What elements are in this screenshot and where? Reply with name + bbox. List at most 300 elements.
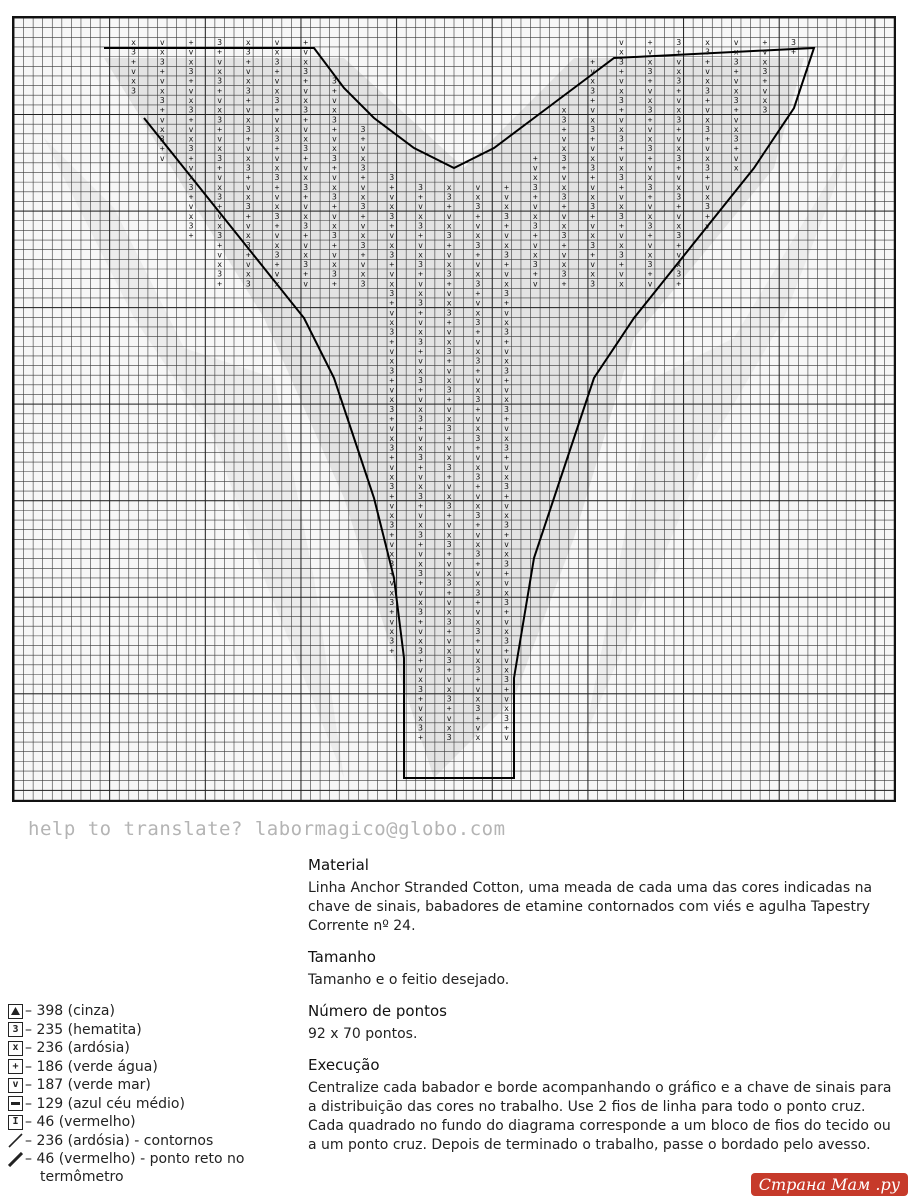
svg-text:+: + bbox=[561, 202, 567, 212]
svg-text:+: + bbox=[762, 38, 768, 47]
svg-text:x: x bbox=[618, 202, 624, 212]
svg-text:x: x bbox=[245, 76, 251, 86]
svg-text:3: 3 bbox=[590, 240, 596, 250]
svg-text:3: 3 bbox=[475, 318, 481, 327]
svg-text:+: + bbox=[274, 105, 280, 115]
svg-text:+: + bbox=[418, 192, 423, 202]
svg-text:3: 3 bbox=[590, 163, 596, 173]
svg-text:v: v bbox=[418, 240, 423, 250]
svg-text:+: + bbox=[676, 86, 682, 96]
svg-text:v: v bbox=[418, 279, 423, 289]
svg-text:+: + bbox=[676, 240, 682, 250]
svg-text:+: + bbox=[418, 462, 423, 472]
svg-text:x: x bbox=[676, 260, 682, 270]
svg-text:3: 3 bbox=[475, 279, 481, 289]
svg-text:x: x bbox=[475, 655, 481, 665]
svg-text:3: 3 bbox=[618, 250, 624, 260]
svg-text:3: 3 bbox=[331, 231, 337, 241]
svg-text:v: v bbox=[705, 144, 710, 154]
svg-text:+: + bbox=[446, 356, 452, 366]
svg-text:3: 3 bbox=[475, 472, 481, 482]
svg-text:v: v bbox=[475, 646, 481, 656]
svg-text:+: + bbox=[274, 144, 280, 154]
svg-text:x: x bbox=[446, 684, 452, 694]
svg-text:x: x bbox=[475, 694, 481, 704]
svg-text:+: + bbox=[475, 713, 481, 723]
svg-text:v: v bbox=[504, 694, 510, 704]
svg-text:+: + bbox=[676, 163, 682, 173]
svg-text:3: 3 bbox=[418, 298, 423, 308]
svg-text:x: x bbox=[475, 462, 481, 472]
svg-text:+: + bbox=[389, 569, 395, 578]
svg-text:3: 3 bbox=[647, 182, 653, 192]
svg-text:x: x bbox=[360, 269, 366, 279]
svg-text:3: 3 bbox=[676, 153, 682, 163]
svg-text:+: + bbox=[647, 269, 653, 279]
svg-text:+: + bbox=[389, 298, 395, 308]
svg-text:+: + bbox=[389, 646, 395, 656]
svg-text:+: + bbox=[618, 221, 624, 231]
svg-text:x: x bbox=[418, 520, 423, 530]
svg-text:3: 3 bbox=[418, 337, 423, 347]
svg-text:x: x bbox=[504, 279, 510, 289]
svg-text:v: v bbox=[446, 443, 452, 453]
i-symbol-icon: I bbox=[8, 1115, 23, 1130]
svg-text:x: x bbox=[618, 86, 624, 96]
svg-text:3: 3 bbox=[762, 67, 768, 76]
svg-text:3: 3 bbox=[303, 182, 309, 192]
svg-text:v: v bbox=[303, 202, 309, 212]
legend-continuation: termômetro bbox=[40, 1168, 124, 1185]
svg-text:x: x bbox=[733, 86, 739, 96]
svg-text:3: 3 bbox=[532, 182, 538, 192]
svg-text:v: v bbox=[159, 153, 165, 163]
svg-text:3: 3 bbox=[274, 250, 280, 260]
svg-text:3: 3 bbox=[504, 520, 510, 530]
instructions-column bbox=[308, 856, 896, 1167]
svg-text:v: v bbox=[475, 453, 481, 463]
svg-text:x: x bbox=[647, 96, 653, 105]
svg-text:x: x bbox=[504, 511, 510, 521]
svg-text:+: + bbox=[389, 260, 395, 270]
section-execucao bbox=[308, 1056, 896, 1155]
svg-text:3: 3 bbox=[504, 675, 510, 685]
svg-text:x: x bbox=[504, 588, 510, 598]
svg-text:+: + bbox=[618, 182, 624, 192]
svg-text:3: 3 bbox=[446, 308, 452, 318]
svg-text:v: v bbox=[217, 57, 223, 67]
svg-text:v: v bbox=[274, 192, 280, 202]
svg-text:3: 3 bbox=[504, 636, 510, 646]
legend-item bbox=[8, 1132, 298, 1151]
svg-text:x: x bbox=[188, 134, 194, 144]
section-tamanho bbox=[308, 948, 896, 990]
svg-text:3: 3 bbox=[217, 269, 223, 279]
svg-text:v: v bbox=[590, 182, 596, 192]
svg-text:3: 3 bbox=[389, 598, 395, 607]
svg-text:3: 3 bbox=[418, 646, 423, 656]
svg-text:3: 3 bbox=[303, 144, 309, 154]
svg-text:v: v bbox=[389, 578, 395, 588]
svg-text:3: 3 bbox=[331, 192, 337, 202]
svg-text:3: 3 bbox=[561, 231, 567, 241]
svg-text:v: v bbox=[446, 289, 452, 298]
svg-text:v: v bbox=[389, 501, 395, 511]
svg-text:3: 3 bbox=[676, 269, 682, 279]
svg-text:3: 3 bbox=[475, 704, 481, 714]
svg-text:3: 3 bbox=[475, 626, 481, 636]
section-numero-de-pontos bbox=[308, 1002, 896, 1044]
svg-text:x: x bbox=[504, 395, 510, 405]
svg-text:3: 3 bbox=[475, 511, 481, 521]
svg-text:x: x bbox=[217, 144, 223, 154]
svg-text:v: v bbox=[389, 424, 395, 434]
svg-text:+: + bbox=[188, 38, 194, 47]
svg-text:v: v bbox=[217, 250, 223, 260]
svg-text:+: + bbox=[475, 404, 481, 414]
svg-text:+: + bbox=[504, 684, 510, 694]
svg-text:+: + bbox=[418, 694, 423, 704]
svg-text:x: x bbox=[647, 250, 653, 260]
svg-text:x: x bbox=[446, 414, 452, 424]
svg-text:v: v bbox=[446, 598, 452, 607]
svg-text:+: + bbox=[389, 221, 395, 231]
svg-text:3: 3 bbox=[418, 569, 423, 578]
svg-text:v: v bbox=[274, 76, 280, 86]
svg-text:+: + bbox=[647, 115, 653, 125]
svg-text:+: + bbox=[217, 86, 223, 96]
svg-text:+: + bbox=[504, 723, 510, 733]
svg-text:x: x bbox=[303, 96, 309, 105]
svg-text:x: x bbox=[274, 124, 280, 134]
svg-text:x: x bbox=[561, 221, 567, 231]
legend-item bbox=[8, 1002, 298, 1021]
svg-text:v: v bbox=[733, 153, 739, 163]
triangle-symbol-icon bbox=[8, 1004, 23, 1019]
svg-text:+: + bbox=[303, 115, 309, 125]
svg-text:x: x bbox=[131, 38, 137, 47]
svg-text:+: + bbox=[561, 240, 567, 250]
svg-text:v: v bbox=[504, 231, 510, 241]
svg-text:+: + bbox=[618, 105, 624, 115]
svg-text:v: v bbox=[676, 173, 682, 183]
svg-text:x: x bbox=[274, 47, 280, 57]
svg-text:v: v bbox=[504, 308, 510, 318]
svg-text:3: 3 bbox=[245, 163, 251, 173]
svg-text:+: + bbox=[618, 67, 624, 76]
svg-text:+: + bbox=[475, 482, 481, 492]
section-body: Tamanho e o feitio desejado. bbox=[308, 972, 510, 988]
svg-text:+: + bbox=[331, 86, 337, 96]
svg-text:3: 3 bbox=[418, 607, 423, 617]
svg-text:v: v bbox=[504, 578, 510, 588]
svg-text:+: + bbox=[303, 76, 309, 86]
svg-text:3: 3 bbox=[188, 221, 194, 231]
svg-text:3: 3 bbox=[705, 163, 710, 173]
svg-text:+: + bbox=[245, 134, 251, 144]
bar-symbol-icon bbox=[8, 1096, 23, 1111]
svg-text:x: x bbox=[475, 385, 481, 395]
svg-text:3: 3 bbox=[188, 67, 194, 76]
svg-text:x: x bbox=[446, 607, 452, 617]
svg-text:x: x bbox=[446, 569, 452, 578]
svg-text:3: 3 bbox=[331, 76, 337, 86]
svg-text:v: v bbox=[418, 549, 423, 559]
svg-text:v: v bbox=[590, 221, 596, 231]
svg-text:x: x bbox=[188, 96, 194, 105]
svg-text:+: + bbox=[446, 626, 452, 636]
svg-text:v: v bbox=[561, 134, 567, 144]
section-heading: Tamanho bbox=[308, 948, 376, 966]
svg-text:x: x bbox=[590, 269, 596, 279]
svg-text:3: 3 bbox=[504, 404, 510, 414]
svg-text:v: v bbox=[532, 163, 538, 173]
legend-label: – 46 (vermelho) - ponto reto no bbox=[25, 1151, 245, 1168]
svg-text:+: + bbox=[504, 530, 510, 540]
svg-text:+: + bbox=[504, 607, 510, 617]
svg-text:x: x bbox=[561, 182, 567, 192]
svg-text:v: v bbox=[590, 260, 596, 270]
svg-text:3: 3 bbox=[389, 289, 395, 298]
svg-text:x: x bbox=[647, 57, 653, 67]
svg-text:3: 3 bbox=[245, 202, 251, 212]
v-symbol-icon: v bbox=[8, 1078, 23, 1093]
svg-text:v: v bbox=[446, 713, 452, 723]
svg-text:3: 3 bbox=[618, 96, 624, 105]
svg-text:v: v bbox=[733, 76, 739, 86]
svg-text:v: v bbox=[676, 250, 682, 260]
svg-text:+: + bbox=[590, 173, 596, 183]
section-heading: Número de pontos bbox=[308, 1002, 447, 1020]
svg-text:+: + bbox=[504, 221, 510, 231]
bold-slash-symbol-icon bbox=[8, 1152, 23, 1167]
svg-text:v: v bbox=[217, 173, 223, 183]
svg-text:v: v bbox=[418, 511, 423, 521]
svg-text:x: x bbox=[676, 182, 682, 192]
svg-text:v: v bbox=[647, 47, 653, 57]
svg-text:3: 3 bbox=[217, 115, 223, 125]
section-heading: Material bbox=[308, 856, 369, 874]
svg-text:+: + bbox=[705, 96, 710, 105]
svg-text:3: 3 bbox=[590, 279, 596, 289]
svg-text:v: v bbox=[733, 115, 739, 125]
svg-text:3: 3 bbox=[504, 289, 510, 298]
svg-text:v: v bbox=[647, 279, 653, 289]
svg-text:v: v bbox=[475, 337, 481, 347]
section-body: 92 x 70 pontos. bbox=[308, 1026, 418, 1042]
svg-text:3: 3 bbox=[446, 617, 452, 627]
svg-text:x: x bbox=[590, 231, 596, 241]
svg-text:3: 3 bbox=[504, 713, 510, 723]
svg-text:v: v bbox=[705, 182, 710, 192]
svg-text:+: + bbox=[159, 67, 165, 76]
svg-text:3: 3 bbox=[705, 47, 710, 57]
svg-text:+: + bbox=[561, 279, 567, 289]
svg-text:+: + bbox=[532, 269, 538, 279]
svg-text:3: 3 bbox=[303, 260, 309, 270]
svg-text:+: + bbox=[705, 173, 710, 183]
svg-text:x: x bbox=[676, 221, 682, 231]
svg-text:v: v bbox=[475, 375, 481, 385]
svg-text:v: v bbox=[188, 124, 194, 134]
svg-text:+: + bbox=[733, 67, 739, 76]
svg-text:3: 3 bbox=[475, 240, 481, 250]
svg-text:x: x bbox=[245, 153, 251, 163]
svg-text:x: x bbox=[762, 96, 768, 105]
svg-text:3: 3 bbox=[274, 173, 280, 183]
svg-text:+: + bbox=[188, 231, 194, 241]
legend-item bbox=[8, 1058, 298, 1077]
svg-text:v: v bbox=[446, 327, 452, 337]
svg-text:3: 3 bbox=[389, 250, 395, 260]
svg-text:+: + bbox=[647, 76, 653, 86]
svg-text:x: x bbox=[303, 250, 309, 260]
svg-text:x: x bbox=[331, 260, 337, 270]
slash-symbol-icon bbox=[8, 1133, 23, 1148]
svg-text:v: v bbox=[647, 124, 653, 134]
svg-text:x: x bbox=[389, 279, 395, 289]
handwritten-note: help to translate? labormagico@globo.com bbox=[28, 818, 506, 840]
svg-text:v: v bbox=[762, 47, 768, 57]
svg-text:3: 3 bbox=[217, 153, 223, 163]
svg-text:v: v bbox=[245, 144, 251, 154]
svg-text:x: x bbox=[188, 57, 194, 67]
svg-text:x: x bbox=[389, 472, 395, 482]
svg-text:3: 3 bbox=[245, 47, 251, 57]
svg-text:x: x bbox=[590, 192, 596, 202]
svg-text:x: x bbox=[676, 105, 682, 115]
svg-text:x: x bbox=[446, 182, 452, 192]
svg-text:3: 3 bbox=[360, 202, 366, 212]
legend-label: – 235 (hematita) bbox=[25, 1021, 142, 1038]
svg-text:x: x bbox=[705, 192, 710, 202]
svg-text:v: v bbox=[217, 96, 223, 105]
svg-text:3: 3 bbox=[418, 182, 423, 192]
svg-text:x: x bbox=[389, 433, 395, 443]
svg-text:v: v bbox=[331, 211, 337, 221]
svg-text:+: + bbox=[331, 279, 337, 289]
svg-text:+: + bbox=[389, 453, 395, 463]
svg-text:v: v bbox=[303, 124, 309, 134]
svg-text:+: + bbox=[504, 453, 510, 463]
svg-text:x: x bbox=[360, 231, 366, 241]
svg-text:+: + bbox=[504, 337, 510, 347]
svg-text:x: x bbox=[418, 211, 423, 221]
legend-label: – 186 (verde água) bbox=[25, 1058, 158, 1075]
svg-text:v: v bbox=[618, 192, 624, 202]
svg-text:+: + bbox=[733, 144, 739, 154]
svg-text:+: + bbox=[389, 182, 395, 192]
svg-text:v: v bbox=[676, 211, 682, 221]
svg-text:v: v bbox=[475, 298, 481, 308]
svg-text:v: v bbox=[274, 231, 280, 241]
svg-text:3: 3 bbox=[676, 38, 682, 47]
svg-text:3: 3 bbox=[418, 491, 423, 501]
svg-text:v: v bbox=[418, 395, 423, 405]
svg-text:x: x bbox=[389, 511, 395, 521]
svg-text:+: + bbox=[245, 211, 251, 221]
svg-text:3: 3 bbox=[188, 144, 194, 154]
svg-text:3: 3 bbox=[303, 221, 309, 231]
svg-text:v: v bbox=[331, 173, 337, 183]
svg-text:v: v bbox=[245, 221, 251, 231]
svg-text:3: 3 bbox=[618, 211, 624, 221]
svg-text:v: v bbox=[159, 76, 165, 86]
svg-text:3: 3 bbox=[159, 57, 165, 67]
legend-label: – 236 (ardósia) - contornos bbox=[25, 1132, 214, 1149]
svg-text:+: + bbox=[446, 588, 452, 598]
svg-text:x: x bbox=[504, 549, 510, 559]
svg-text:x: x bbox=[389, 588, 395, 598]
svg-text:x: x bbox=[245, 115, 251, 125]
svg-text:+: + bbox=[475, 636, 481, 646]
svg-text:3: 3 bbox=[532, 260, 538, 270]
svg-text:+: + bbox=[303, 269, 309, 279]
svg-text:+: + bbox=[618, 260, 624, 270]
svg-text:v: v bbox=[475, 414, 481, 424]
svg-text:x: x bbox=[418, 713, 423, 723]
svg-text:v: v bbox=[504, 617, 510, 627]
svg-text:+: + bbox=[590, 96, 596, 105]
svg-text:x: x bbox=[647, 134, 653, 144]
svg-text:v: v bbox=[274, 38, 280, 47]
svg-text:+: + bbox=[274, 67, 280, 76]
svg-text:v: v bbox=[475, 607, 481, 617]
svg-text:v: v bbox=[504, 192, 510, 202]
svg-text:x: x bbox=[676, 67, 682, 76]
svg-text:+: + bbox=[418, 231, 423, 241]
svg-text:+: + bbox=[188, 192, 194, 202]
svg-text:3: 3 bbox=[705, 124, 710, 134]
svg-text:v: v bbox=[389, 347, 395, 356]
svg-text:x: x bbox=[446, 723, 452, 733]
legend-label: – 236 (ardósia) bbox=[25, 1040, 130, 1057]
svg-text:3: 3 bbox=[389, 482, 395, 492]
svg-text:v: v bbox=[647, 202, 653, 212]
svg-text:3: 3 bbox=[561, 153, 567, 163]
legend-item bbox=[8, 1150, 298, 1169]
svg-text:3: 3 bbox=[245, 86, 251, 96]
svg-text:3: 3 bbox=[647, 260, 653, 270]
svg-text:3: 3 bbox=[504, 482, 510, 492]
svg-text:+: + bbox=[532, 192, 538, 202]
svg-text:v: v bbox=[331, 250, 337, 260]
svg-text:v: v bbox=[360, 144, 366, 154]
svg-text:v: v bbox=[446, 404, 452, 414]
svg-text:v: v bbox=[418, 472, 423, 482]
svg-text:+: + bbox=[446, 665, 452, 675]
svg-text:v: v bbox=[418, 318, 423, 327]
svg-text:v: v bbox=[647, 240, 653, 250]
svg-text:x: x bbox=[590, 153, 596, 163]
svg-text:x: x bbox=[705, 115, 710, 125]
svg-text:3: 3 bbox=[274, 96, 280, 105]
svg-text:x: x bbox=[331, 105, 337, 115]
svg-text:3: 3 bbox=[446, 269, 452, 279]
svg-text:x: x bbox=[389, 549, 395, 559]
svg-text:x: x bbox=[389, 318, 395, 327]
svg-text:v: v bbox=[418, 433, 423, 443]
svg-text:v: v bbox=[418, 356, 423, 366]
svg-text:v: v bbox=[446, 482, 452, 492]
svg-text:x: x bbox=[446, 337, 452, 347]
svg-text:x: x bbox=[303, 173, 309, 183]
svg-text:v: v bbox=[647, 163, 653, 173]
svg-text:3: 3 bbox=[446, 501, 452, 511]
svg-text:3: 3 bbox=[274, 211, 280, 221]
svg-text:3: 3 bbox=[360, 124, 366, 134]
svg-text:v: v bbox=[475, 530, 481, 540]
